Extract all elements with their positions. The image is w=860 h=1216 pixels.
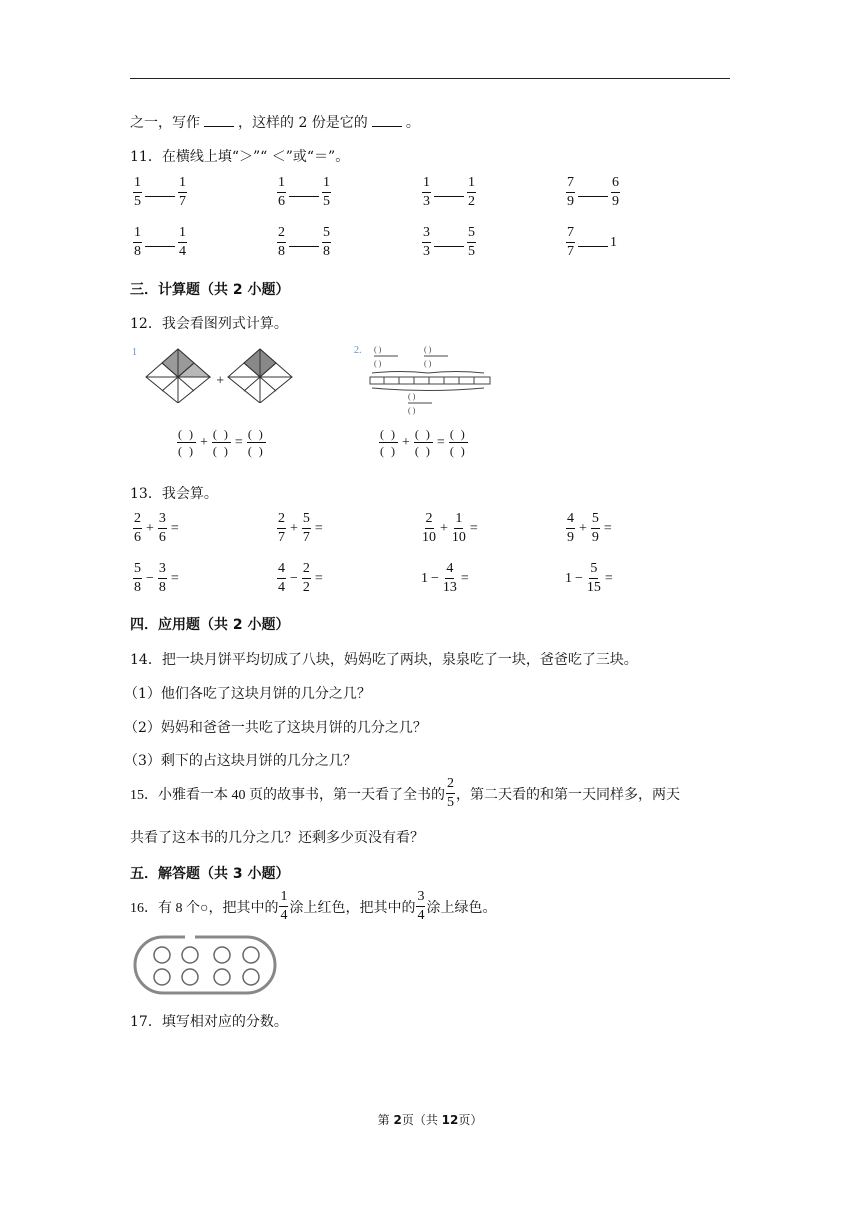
q13-item	[276, 562, 326, 595]
fraction-right: $\frac{6}{9}$	[612, 175, 619, 209]
fraction-right: $\frac{5}{5}$	[468, 225, 475, 259]
fraction-left: $\frac{1}{6}$	[278, 175, 285, 209]
answer-blank[interactable]	[204, 114, 234, 127]
q13-item	[132, 512, 182, 545]
intro-suffix: 。	[405, 115, 420, 131]
page-footer: 第 2页（共 12页）	[377, 1113, 483, 1127]
fraction-right: $\frac{2}{2}$	[302, 561, 310, 595]
fraction-right: $\frac{5}{8}$	[323, 225, 330, 259]
operator: +	[579, 520, 587, 536]
comparison-blank[interactable]	[145, 246, 175, 247]
fraction-right: $\frac{5}{9}$	[591, 511, 599, 545]
fraction-left: $\frac{1}{5}$	[134, 175, 141, 209]
comparison-blank[interactable]	[289, 246, 319, 247]
fig2-label: 2.	[354, 345, 362, 356]
q13-item	[421, 562, 472, 595]
fraction-left: $\frac{2}{6}$	[134, 511, 141, 545]
operator: −	[575, 570, 583, 586]
integer-left: 1	[565, 570, 572, 586]
fraction-right: $\frac{1}{4}$	[179, 225, 186, 259]
q16-line	[130, 890, 496, 923]
q15-part2: ，第二天看的和第一天同样多，两天	[456, 787, 680, 803]
fraction-right: $\frac{1}{10}$	[451, 511, 466, 545]
fraction-left: $\frac{2}{10}$	[422, 511, 436, 545]
q13-item	[132, 562, 182, 595]
q11-text: 11．在横线上填“＞”“ ＜”或“＝”。	[130, 149, 350, 165]
intro-line	[130, 112, 420, 132]
comparison-blank[interactable]	[578, 196, 608, 197]
header-rule	[130, 78, 730, 79]
equals-sign: =	[170, 570, 179, 586]
fraction-left: $\frac{2}{7}$	[278, 511, 285, 545]
svg-text:( ): ( )	[408, 406, 416, 415]
fraction-right: $\frac{5}{7}$	[302, 511, 310, 545]
operator: +	[440, 520, 448, 536]
fig1-plus: +	[216, 375, 225, 386]
comparison-blank[interactable]	[434, 246, 464, 247]
q11-item	[276, 226, 332, 259]
intro-middle: ，这样的 2 份是它的	[238, 115, 368, 131]
q14-sub3: （3）剩下的占这块月饼的几分之几？	[124, 753, 357, 769]
q12-equation-1: $\frac{( )}{( )}$ + $\frac{( )}{( )}$ = $\frac{( )}{( )}$	[178, 427, 265, 458]
comparison-blank[interactable]	[289, 196, 319, 197]
fraction-left: $\frac{4}{9}$	[567, 511, 574, 545]
fraction-left: $\frac{2}{8}$	[278, 225, 285, 259]
fraction-left: $\frac{5}{8}$	[134, 561, 141, 595]
q13-item	[421, 512, 481, 545]
operator: −	[290, 570, 298, 586]
fig1-label: 1	[132, 347, 137, 358]
q11-item	[132, 176, 188, 209]
q14-text: 14．把一块月饼平均切成了八块，妈妈吃了两块，泉泉吃了一块，爸爸吃了三块。	[130, 652, 638, 668]
fraction-right: $\frac{3}{6}$	[158, 511, 166, 545]
equals-sign: =	[469, 520, 478, 536]
comparison-blank[interactable]	[578, 246, 608, 247]
integer-left: 1	[421, 570, 428, 586]
fraction-right: $\frac{5}{15}$	[586, 561, 601, 595]
q11-item	[132, 226, 188, 259]
answer-blank[interactable]	[372, 114, 402, 127]
q17-text: 17．填写相对应的分数。	[130, 1014, 288, 1030]
section-3-heading: 三．计算题（共 2 小题）	[130, 282, 290, 298]
q16-part3: 涂上绿色。	[426, 900, 497, 916]
q16-fraction-2: $\frac{3}{4}$	[417, 889, 425, 923]
fraction-left: $\frac{4}{4}$	[278, 561, 285, 595]
section-4-heading: 四．应用题（共 2 小题）	[130, 617, 290, 633]
q11-item	[421, 226, 477, 259]
comparison-blank[interactable]	[434, 196, 464, 197]
q11-item	[276, 176, 332, 209]
equals-sign: =	[314, 570, 323, 586]
q12-figure-1	[132, 343, 302, 407]
svg-text:( ): ( )	[408, 392, 416, 401]
operator: +	[290, 520, 298, 536]
q13-text: 13．我会算。	[130, 486, 218, 502]
equals-sign: =	[603, 520, 612, 536]
fraction-right: $\frac{1}{2}$	[468, 175, 475, 209]
q11-item	[565, 176, 621, 209]
q15-line2: 共看了这本书的几分之几？还剩多少页没有看？	[130, 830, 424, 846]
fraction-left: $\frac{1}{8}$	[134, 225, 141, 259]
q11-item	[565, 226, 617, 259]
q15-part1: 15．小雅看一本 40 页的故事书，第一天看了全书的	[130, 787, 445, 803]
fraction-right: $\frac{1}{5}$	[323, 175, 330, 209]
operator: −	[431, 570, 439, 586]
fraction-right: $\frac{1}{7}$	[179, 175, 186, 209]
equals-sign: =	[170, 520, 179, 536]
q12-figure-2	[352, 343, 502, 425]
svg-text:( ): ( )	[424, 359, 432, 368]
operator: +	[146, 520, 154, 536]
q15-fraction: $\frac{2}{5}$	[447, 776, 454, 810]
q16-part1: 16．有 8 个○，把其中的	[130, 900, 279, 916]
svg-text:( ): ( )	[424, 345, 432, 354]
q16-circles-figure	[133, 935, 278, 1001]
q13-item	[276, 512, 326, 545]
fraction-left: $\frac{1}{3}$	[423, 175, 430, 209]
q14-sub1: （1）他们各吃了这块月饼的几分之几？	[124, 686, 371, 702]
intro-prefix: 之一，写作	[130, 115, 200, 131]
q12-equation-2: $\frac{( )}{( )}$ + $\frac{( )}{( )}$ = $\frac{( )}{( )}$	[380, 427, 467, 458]
q13-item	[565, 512, 615, 545]
q16-part2: 涂上红色，把其中的	[289, 900, 416, 916]
circle-icons	[154, 947, 259, 985]
equals-sign: =	[460, 570, 469, 586]
fraction-left: $\frac{7}{9}$	[567, 175, 574, 209]
fraction-left: $\frac{7}{7}$	[567, 225, 574, 259]
svg-text:( ): ( )	[374, 345, 382, 354]
q13-item	[565, 562, 616, 595]
fraction-left: $\frac{3}{3}$	[423, 225, 430, 259]
operator: −	[146, 570, 154, 586]
q16-fraction-1: $\frac{1}{4}$	[280, 889, 288, 923]
equals-sign: =	[604, 570, 613, 586]
q12-text: 12．我会看图列式计算。	[130, 316, 288, 332]
equals-sign: =	[314, 520, 323, 536]
fraction-right: $\frac{3}{8}$	[158, 561, 166, 595]
q11-item	[421, 176, 477, 209]
svg-text:( ): ( )	[374, 359, 382, 368]
section-5-heading: 五．解答题（共 3 小题）	[130, 866, 290, 882]
comparison-blank[interactable]	[145, 196, 175, 197]
q14-sub2: （2）妈妈和爸爸一共吃了这块月饼的几分之几？	[124, 720, 427, 736]
q15-line1	[130, 777, 680, 810]
integer-right: 1	[610, 234, 617, 250]
fraction-right: $\frac{4}{13}$	[442, 561, 457, 595]
